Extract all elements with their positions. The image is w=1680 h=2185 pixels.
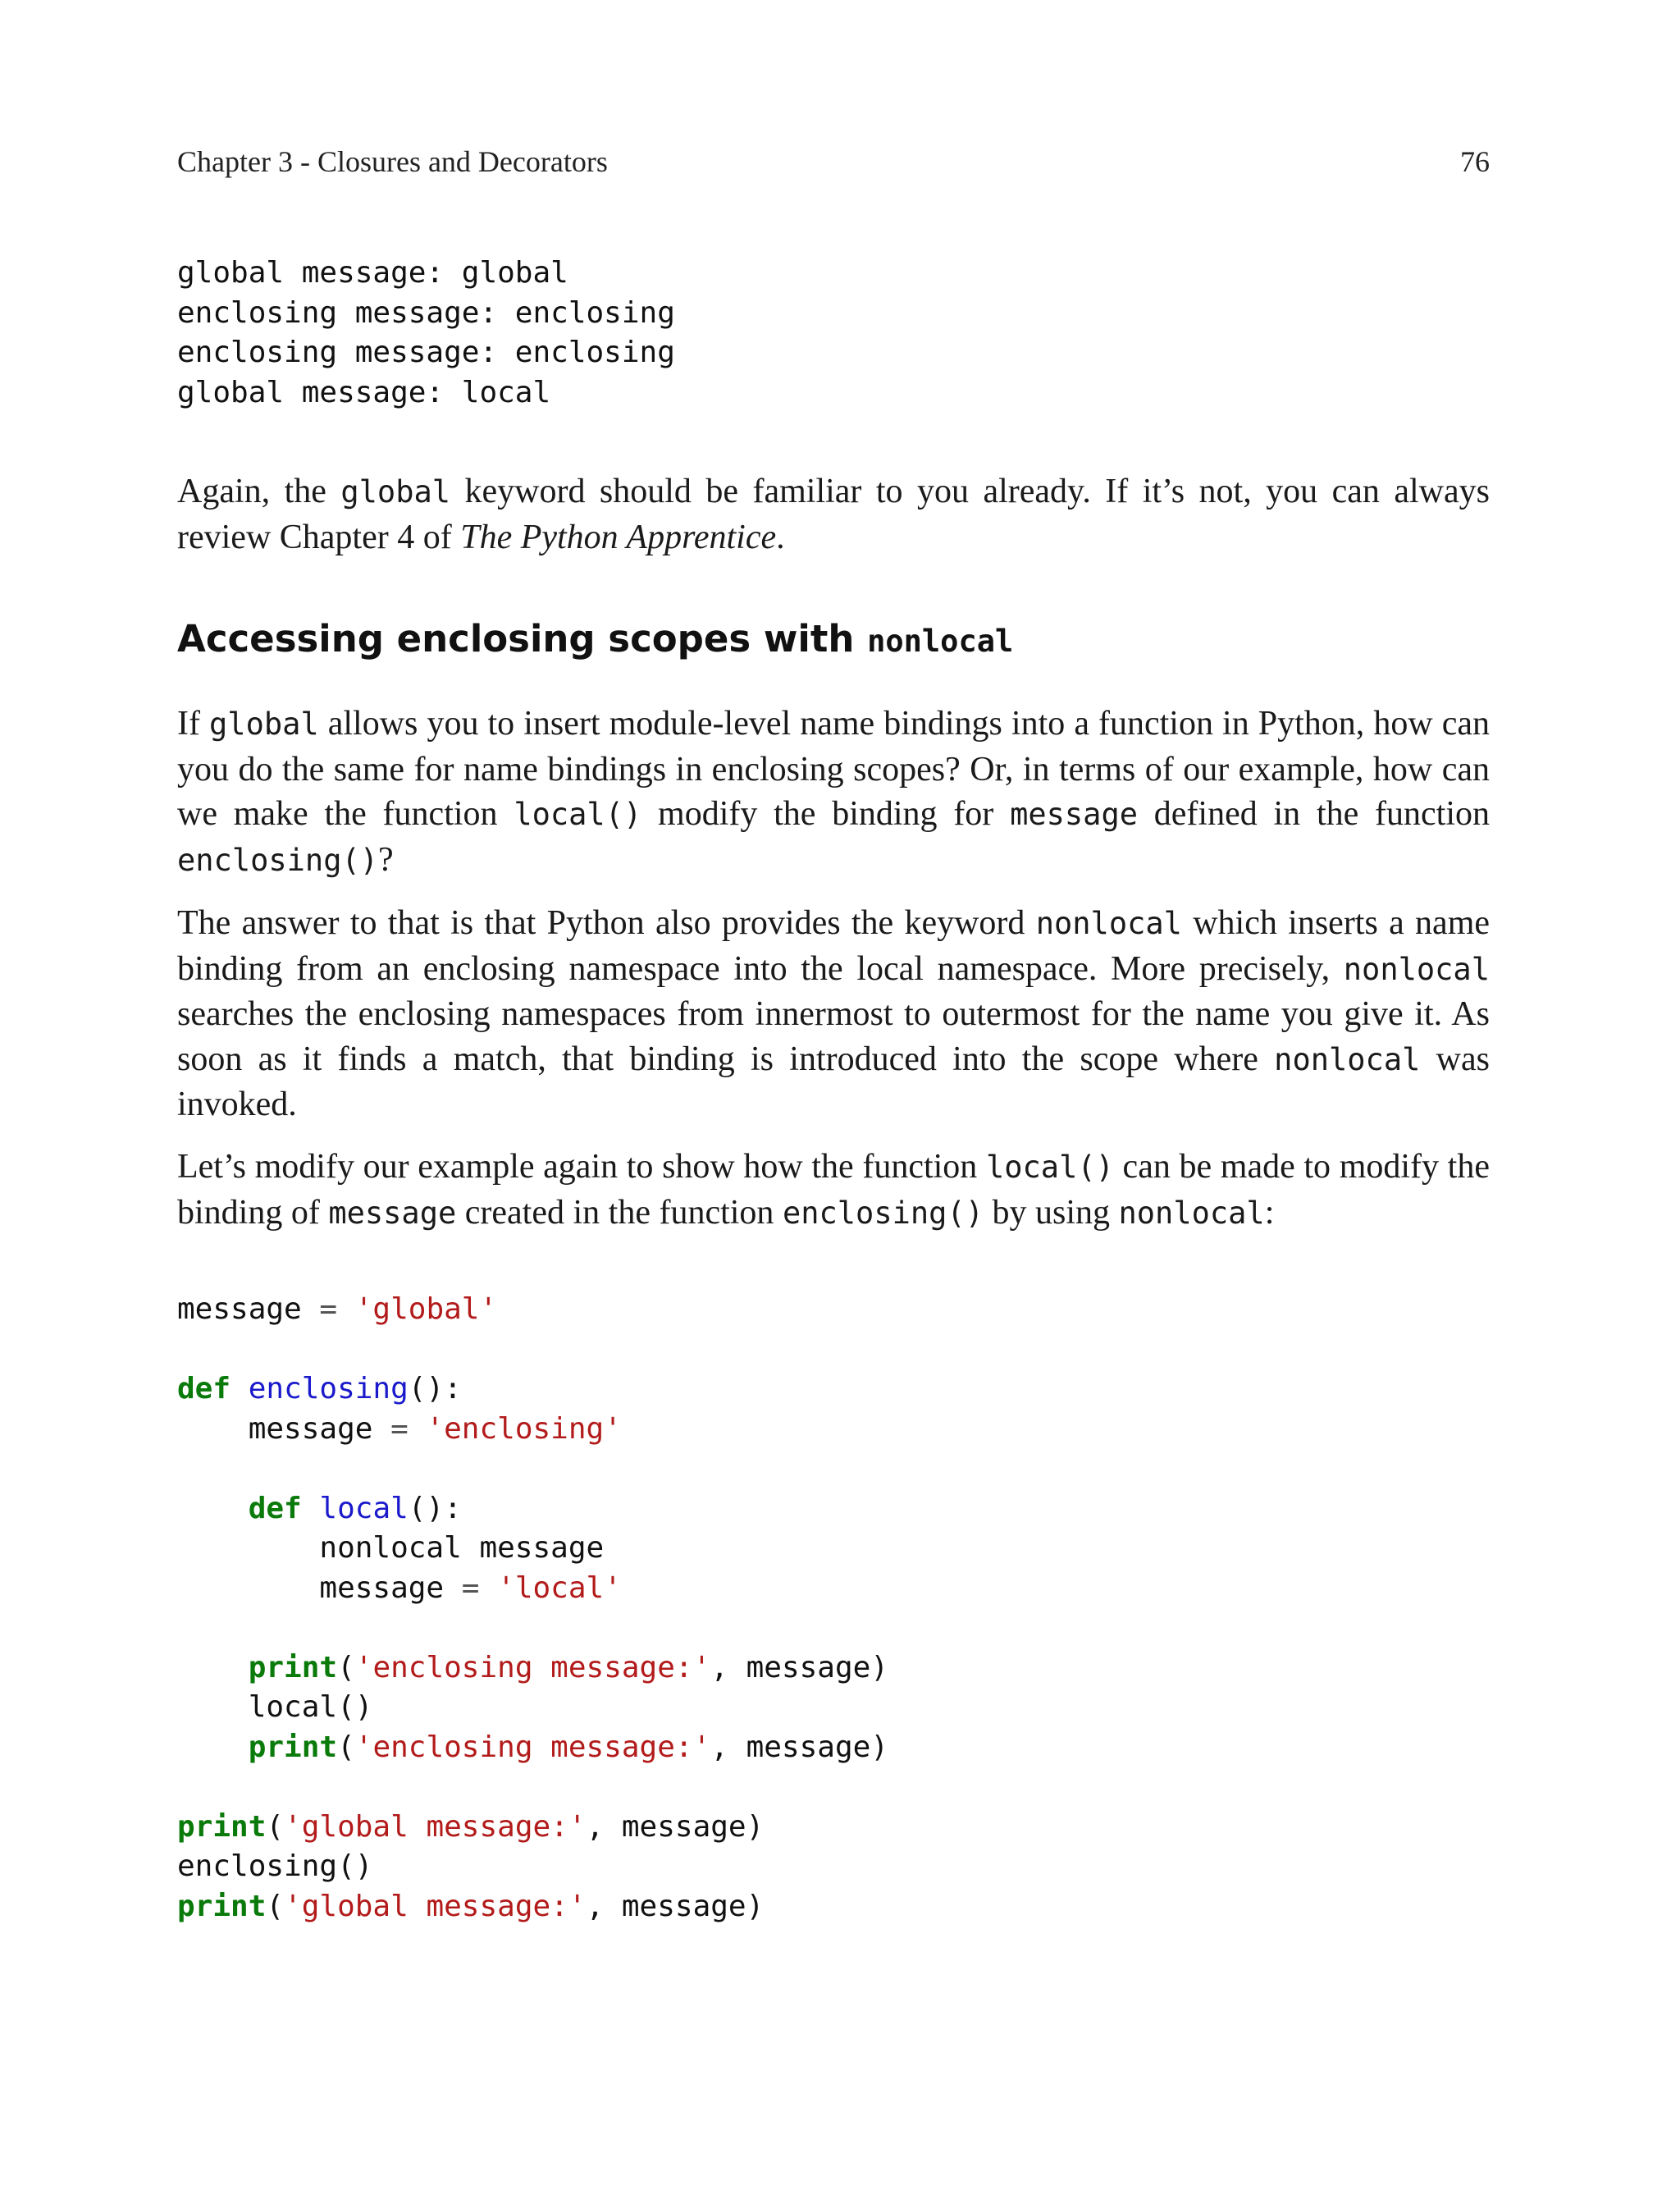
code-line: def local():	[248, 1491, 462, 1525]
section-heading: Accessing enclosing scopes with nonlocal	[177, 617, 1014, 661]
code-listing	[177, 1290, 888, 1927]
output-line: global message: local	[177, 375, 551, 409]
output-line: enclosing message: enclosing	[177, 295, 675, 330]
heading-code: nonlocal	[867, 624, 1014, 659]
code-line: print('global message:', message)	[177, 1889, 765, 1923]
chapter-title: Chapter 3 - Closures and Decorators	[177, 145, 608, 178]
inline-code: local()	[514, 797, 642, 832]
paragraph-question: If global allows you to insert module-level name bindings into a function in Python, how can you do the same for name bindings in enclosing scopes? Or, in terms of our example, how can we make the function local() modify the binding for message defined in the function enclosing()?	[177, 705, 1491, 879]
inline-code: nonlocal	[1035, 906, 1182, 941]
code-line: def enclosing():	[177, 1372, 462, 1406]
code-line: message = 'enclosing'	[248, 1411, 622, 1446]
inline-code: message	[1010, 797, 1139, 832]
code-line: local()	[248, 1690, 373, 1724]
inline-code: global	[209, 706, 319, 742]
inline-code: message	[328, 1195, 457, 1231]
inline-code: global	[340, 474, 451, 510]
output-line: enclosing message: enclosing	[177, 336, 675, 369]
inline-code: nonlocal	[1118, 1195, 1265, 1231]
output-line: global message: global	[177, 256, 568, 290]
code-line: message = 'local'	[319, 1570, 622, 1605]
book-title: The Python Apprentice	[460, 518, 777, 556]
code-line: nonlocal message	[319, 1531, 605, 1565]
inline-code: enclosing()	[177, 842, 379, 878]
inline-code: local()	[985, 1150, 1114, 1185]
code-line: enclosing()	[177, 1849, 373, 1883]
code-line: print('enclosing message:', message)	[248, 1730, 888, 1764]
paragraph-answer: The answer to that is that Python also provides the keyword nonlocal which inserts a name binding from an enclosing namespace into the local namespace. More precisely, nonlocal searches the enclosing namespaces from innermost to outermost for the name you give it. As soon as it finds a match, that binding is introduced into the scope where nonlocal was invoked.	[177, 904, 1491, 1123]
code-line: print('global message:', message)	[177, 1809, 765, 1844]
code-line: message = 'global'	[177, 1292, 498, 1326]
code-line: print('enclosing message:', message)	[248, 1650, 888, 1684]
program-output-block	[177, 254, 675, 413]
inline-code: nonlocal	[1274, 1041, 1421, 1077]
inline-code: nonlocal	[1343, 951, 1490, 987]
paragraph-global-review: Again, the global keyword should be familiar to you already. If it’s not, you can always review Chapter 4 of The Python Apprentice.	[177, 473, 1490, 556]
page-number: 76	[1460, 145, 1490, 178]
inline-code: enclosing()	[782, 1195, 984, 1231]
paragraph-modify-example: Let’s modify our example again to show how the function local() can be made to modify the binding of message created in the function enclosing() by using nonlocal:	[177, 1148, 1490, 1232]
